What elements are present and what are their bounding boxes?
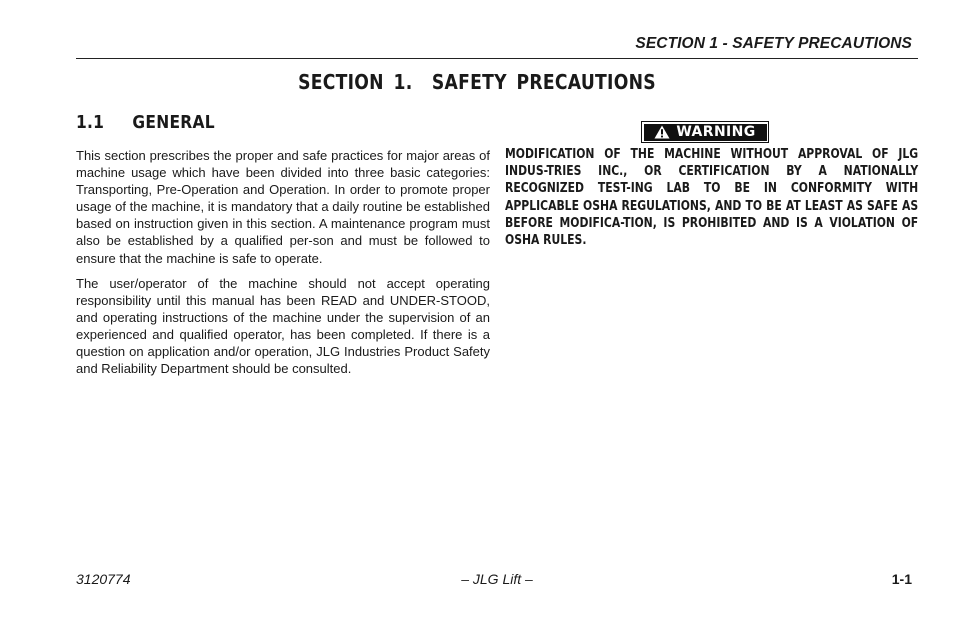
- warning-badge-inner: [644, 124, 767, 141]
- footer-center-label: – JLG Lift –: [461, 571, 533, 587]
- warning-label: WARNING: [676, 124, 756, 140]
- warning-triangle-icon: [654, 125, 670, 139]
- document-title: SECTION 1. SAFETY PRECAUTIONS: [298, 70, 656, 94]
- warning-badge: [641, 121, 769, 143]
- warning-text: [505, 146, 918, 249]
- left-column: [76, 147, 490, 385]
- running-header-title: SECTION 1 - SAFETY PRECAUTIONS: [635, 35, 912, 52]
- footer-page-number: 1-1: [891, 571, 912, 587]
- paragraph-operator: The user/operator of the machine should not accept operating responsibility until this manual has been READ and UNDER-STOOD, and operating instructions of the machine under the supervision of an experienced and qualified operator, has been completed. If there is a question on application and/or operation, JLG Industries Product Safety and Reliability Department should be consulted.: [76, 275, 490, 377]
- paragraph-intro: This section prescribes the proper and safe practices for major areas of machine usage which have been divided into three basic categories: Transporting, Pre-Operation and Operation. In order to promote proper usage of the machine, it is mandatory that a daily routine be established based on instruction given in this section. A maintenance program must also be established by a qualified per-son and must be followed to ensure that the machine is safe to operate.: [76, 148, 490, 266]
- warning-body: MODIFICATION OF THE MACHINE WITHOUT APPROVAL OF JLG INDUS-TRIES INC., OR CERTIFICATION BY A NATIONALLY RECOGNIZED TEST-ING LAB TO BE IN CONFORMITY WITH APPLICABLE OSHA REGULATIONS, AND TO BE AT LEAST AS SAFE AS BEFORE MODIFICA-TION, IS PROHIBITED AND IS A VIOLATION OF OSHA RULES.: [505, 147, 919, 249]
- footer-doc-number: 3120774: [76, 571, 131, 587]
- section-heading: 1.1 GENERAL: [76, 112, 215, 133]
- header-rule: [76, 58, 918, 59]
